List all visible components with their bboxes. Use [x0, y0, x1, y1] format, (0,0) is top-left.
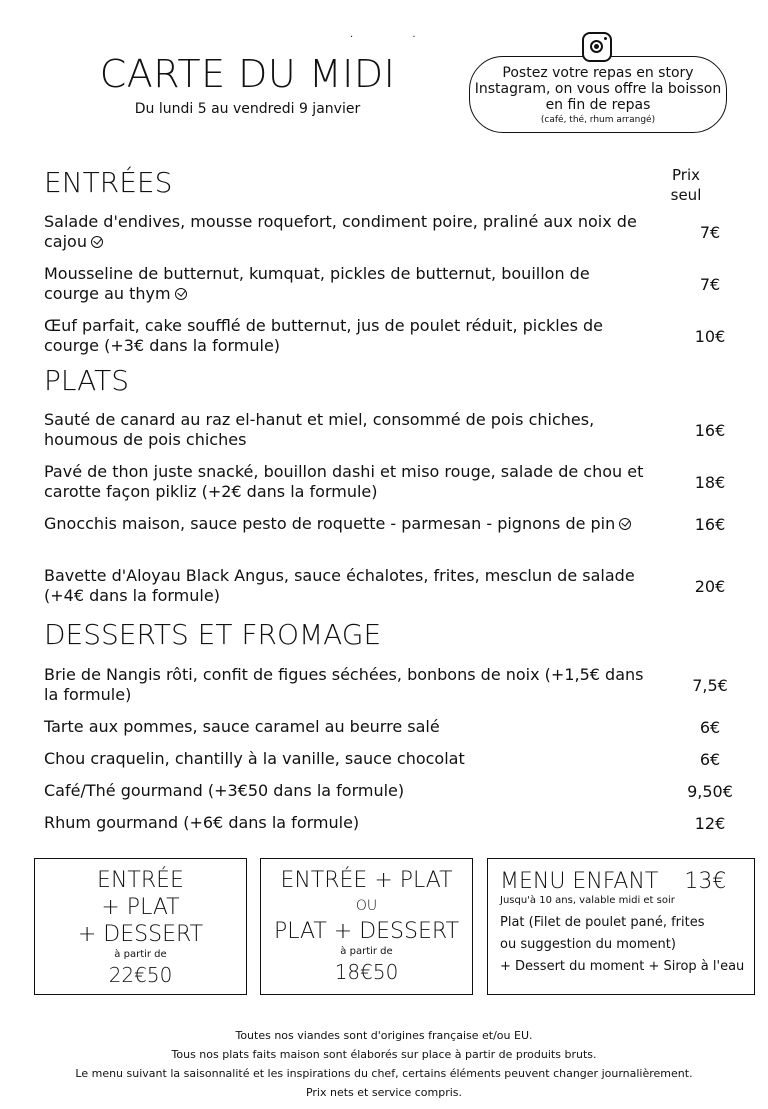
- item-price: 12€: [694, 813, 726, 833]
- formula-line: + DESSERT: [77, 922, 204, 947]
- instagram-icon: [582, 32, 612, 62]
- item-price: 18€: [694, 472, 726, 492]
- formula-line: PLAT + DESSERT: [273, 919, 460, 944]
- item-description: Bavette d'Aloyau Black Angus, sauce échalotes, frites, mesclun de salade (+4€ dans la formule): [44, 566, 635, 605]
- item-price: 16€: [694, 420, 726, 440]
- section-title-entrees: ENTRÉES: [44, 166, 173, 199]
- promo-text: Postez votre repas en story Instagram, on vous offre la boisson en fin de repas: [474, 65, 722, 113]
- menu-item: [44, 514, 749, 534]
- formula-price: 22€50: [108, 963, 173, 987]
- formula-line: + PLAT: [101, 895, 180, 920]
- footer-line: Prix nets et service compris.: [305, 1086, 463, 1099]
- formula-box-full: [34, 858, 247, 995]
- menu-item: [44, 462, 749, 502]
- section-title-plats: PLATS: [44, 364, 129, 397]
- item-price: 6€: [699, 717, 721, 737]
- item-description: Mousseline de butternut, kumquat, pickles de butternut, bouillon de courge au thym: [44, 264, 590, 303]
- formula-from: à partir de: [114, 949, 167, 960]
- promo-subtext: (café, thé, rhum arrangé): [540, 115, 656, 125]
- item-price: 7€: [699, 222, 721, 242]
- item-description: Œuf parfait, cake soufflé de butternut, jus de poulet réduit, pickles de courge (+3€ dans la formule): [44, 316, 603, 355]
- item-description: Pavé de thon juste snacké, bouillon dashi et miso rouge, salade de chou et carotte façon pikliz (+2€ dans la formule): [44, 462, 644, 501]
- formula-line: ENTRÉE + PLAT: [280, 868, 453, 893]
- kids-menu-line: ou suggestion du moment): [500, 937, 676, 952]
- footer-line: Le menu suivant la saisonnalité et les inspirations du chef, certains éléments peuvent changer journalièrement.: [75, 1067, 693, 1080]
- kids-menu-line: Plat (Filet de poulet pané, frites: [500, 915, 705, 930]
- formula-line: ENTRÉE: [97, 868, 184, 893]
- instagram-promo-box: [469, 56, 727, 133]
- menu-item: [44, 410, 749, 450]
- item-price: 9,50€: [687, 781, 733, 801]
- formula-box-two-courses: [260, 858, 473, 995]
- kids-menu-note: Jusqu'à 10 ans, valable midi et soir: [500, 895, 675, 906]
- menu-item: [44, 264, 749, 304]
- menu-item: [44, 566, 749, 606]
- section-title-desserts: DESSERTS ET FROMAGE: [44, 618, 382, 651]
- item-description: Salade d'endives, mousse roquefort, condiment poire, praliné aux noix de cajou: [44, 212, 637, 251]
- menu-item: [44, 717, 749, 737]
- formula-from: à partir de: [340, 946, 393, 957]
- item-description: Sauté de canard au raz el-hanut et miel, consommé de pois chiches, houmous de pois chiches: [44, 410, 595, 449]
- menu-item: [44, 813, 749, 833]
- item-description: Brie de Nangis rôti, confit de figues séchées, bonbons de noix (+1,5€ dans la formule): [44, 665, 644, 704]
- menu-item: [44, 212, 749, 252]
- footer-notes: [0, 1026, 768, 1102]
- item-description: Chou craquelin, chantilly à la vanille, sauce chocolat: [44, 749, 465, 768]
- item-description: Gnocchis maison, sauce pesto de roquette - parmesan - pignons de pin: [44, 514, 616, 533]
- vegetarian-icon: [619, 518, 631, 530]
- item-description: Rhum gourmand (+6€ dans la formule): [44, 813, 360, 832]
- item-price: 10€: [694, 326, 726, 346]
- menu-item: [44, 781, 749, 801]
- item-price: 7€: [699, 274, 721, 294]
- vegetarian-icon: [175, 288, 187, 300]
- formula-line: OU: [355, 898, 378, 914]
- menu-item: [44, 316, 749, 356]
- menu-item: [44, 749, 749, 769]
- item-price: 16€: [694, 514, 726, 534]
- kids-menu-price: 13€: [684, 869, 727, 894]
- date-subtitle: Du lundi 5 au vendredi 9 janvier: [134, 101, 361, 117]
- decorative-dots: · ·: [350, 32, 444, 43]
- item-description: Tarte aux pommes, sauce caramel au beurre salé: [44, 717, 440, 736]
- menu-item: [44, 665, 749, 705]
- kids-menu-title: MENU ENFANT 13€: [500, 869, 727, 894]
- footer-line: Tous nos plats faits maison sont élaborés sur place à partir de produits bruts.: [171, 1048, 597, 1061]
- item-price: 20€: [694, 576, 726, 596]
- kids-menu-box: [487, 858, 755, 995]
- item-price: 7,5€: [692, 675, 728, 695]
- footer-line: Toutes nos viandes sont d'origines française et/ou EU.: [235, 1029, 533, 1042]
- price-column-header: Prix seul: [670, 166, 702, 204]
- kids-menu-line: + Dessert du moment + Sirop à l'eau: [500, 959, 745, 974]
- formula-price: 18€50: [334, 960, 399, 984]
- vegetarian-icon: [91, 236, 103, 248]
- item-price: 6€: [699, 749, 721, 769]
- item-description: Café/Thé gourmand (+3€50 dans la formule): [44, 781, 405, 800]
- page-title: CARTE DU MIDI: [99, 52, 396, 96]
